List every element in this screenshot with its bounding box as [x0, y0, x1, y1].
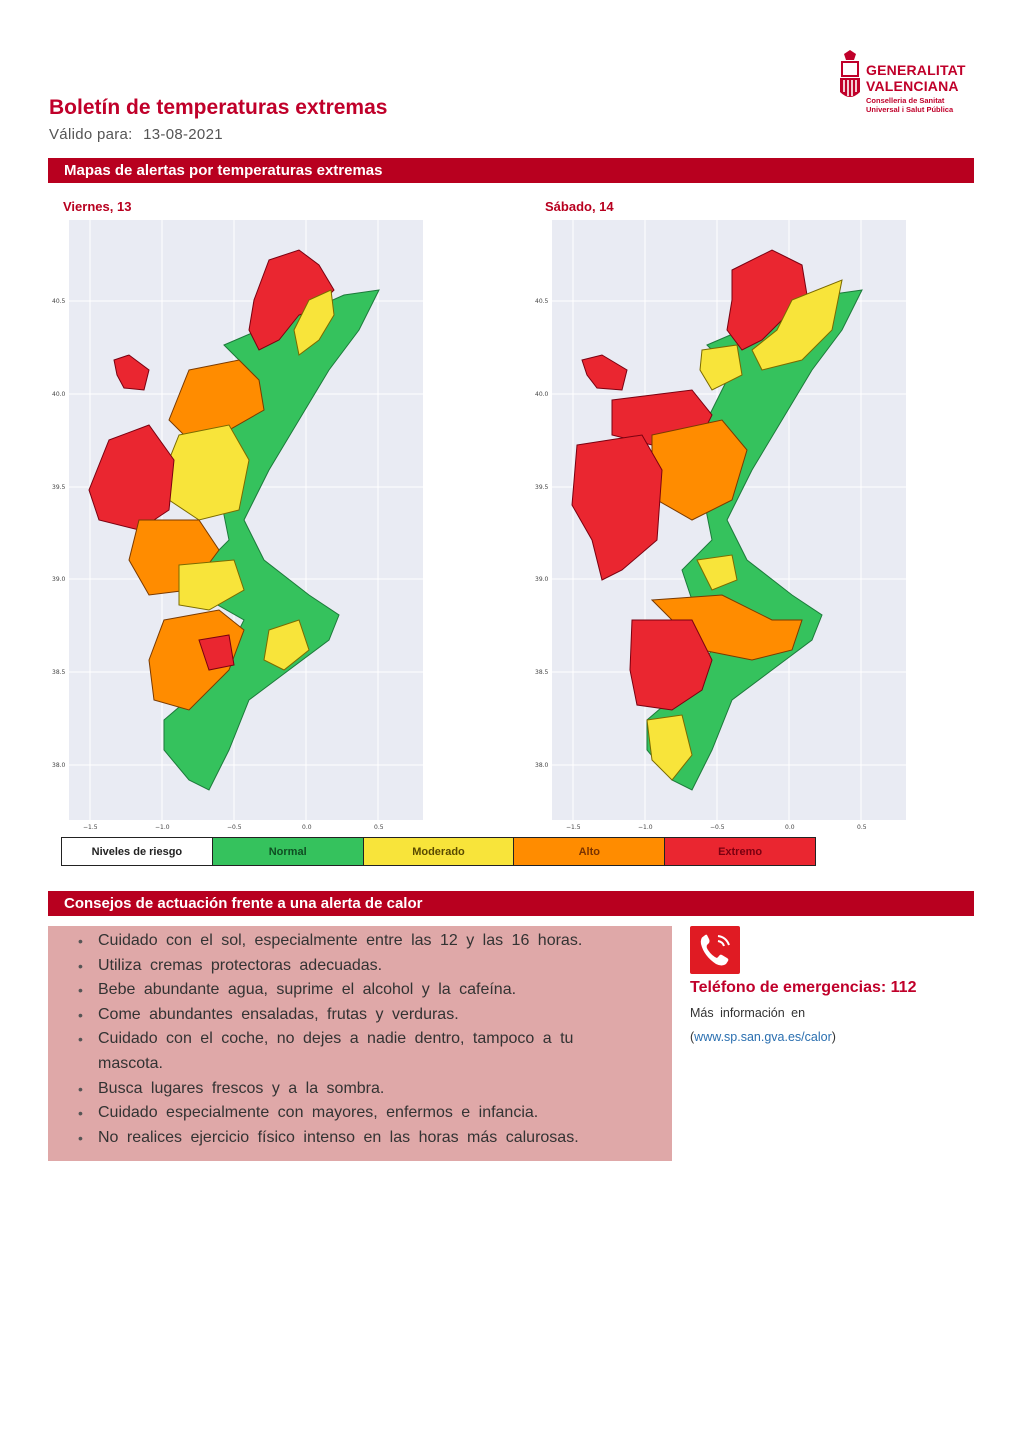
valid-date-line: [49, 126, 223, 143]
maps-section-title: Mapas de alertas por temperaturas extremas: [48, 158, 974, 183]
generalitat-logo: [836, 50, 976, 120]
legend-moderado: Moderado: [363, 838, 514, 865]
advice-item: • Utiliza cremas protectoras adecuadas.: [78, 954, 672, 979]
legend-normal: Normal: [212, 838, 363, 865]
map1-xtick: −1.5: [83, 824, 98, 831]
advice-item: • Cuidado con el coche, no dejes a nadie dentro, tampoco a tu mascota.: [78, 1027, 672, 1076]
map1-svg: [69, 220, 423, 820]
advice-list: [48, 926, 672, 1150]
region-west-red: [572, 435, 662, 580]
map1-ytick: 38.5: [52, 669, 66, 676]
map2-ytick: 40.0: [535, 391, 549, 398]
map1-ytick: 39.0: [52, 576, 66, 583]
map1-ytick: 38.0: [52, 762, 66, 769]
advice-item: • Bebe abundante agua, suprime el alcohol y la cafeína.: [78, 978, 672, 1003]
advice-item: • Busca lugares frescos y a la sombra.: [78, 1077, 672, 1102]
map2-xtick: −1.0: [638, 824, 653, 831]
alert-map-day2: [552, 220, 906, 820]
logo-line1: GENERALITAT: [866, 62, 966, 78]
calor-info-link[interactable]: www.sp.san.gva.es/calor: [694, 1030, 832, 1044]
advice-box: [48, 926, 672, 1161]
map1-xtick: −1.0: [155, 824, 170, 831]
map2-ytick: 38.0: [535, 762, 549, 769]
logo-line2: VALENCIANA: [866, 78, 959, 94]
map2-xtick: 0.5: [857, 824, 867, 831]
region-center-yellow: [169, 425, 249, 520]
advice-item: • Cuidado especialmente con mayores, enfermos e infancia.: [78, 1101, 672, 1126]
emergency-phone-title: Teléfono de emergencias: 112: [690, 979, 917, 996]
map1-ytick: 40.0: [52, 391, 66, 398]
link-close-paren: ): [831, 1030, 836, 1044]
legend-title: Niveles de riesgo: [62, 838, 212, 865]
legend-extremo: Extremo: [664, 838, 815, 865]
day2-label: Sábado, 14: [545, 199, 614, 214]
map1-xtick: 0.0: [302, 824, 312, 831]
map2-svg: [552, 220, 906, 820]
valid-label: Válido para:: [49, 126, 133, 143]
map2-xtick: −1.5: [566, 824, 581, 831]
region-west-red: [89, 425, 174, 530]
link-open-paren: (: [690, 1030, 695, 1044]
region-enclave-red: [114, 355, 149, 390]
map2-xtick: −0.5: [710, 824, 725, 831]
advice-item: • Come abundantes ensaladas, frutas y verduras.: [78, 1003, 672, 1028]
page-title: Boletín de temperaturas extremas: [49, 96, 388, 119]
coat-of-arms-icon: [836, 50, 864, 110]
advice-section-title: Consejos de actuación frente a una alerta de calor: [48, 891, 974, 916]
more-info-label: Más información en: [690, 1006, 806, 1020]
map1-xtick: −0.5: [227, 824, 242, 831]
advice-item: • No realices ejercicio físico intenso en las horas más calurosas.: [78, 1126, 672, 1151]
map1-ytick: 40.5: [52, 298, 66, 305]
logo-dept-line2: Universal i Salut Pública: [866, 105, 954, 114]
phone-icon: [690, 926, 740, 974]
logo-dept-line1: Conselleria de Sanitat: [866, 96, 945, 105]
alert-map-day1: [69, 220, 423, 820]
map1-ytick: 39.5: [52, 484, 66, 491]
map1-xtick: 0.5: [374, 824, 384, 831]
map2-ytick: 39.0: [535, 576, 549, 583]
more-info-link-line: [690, 1030, 836, 1044]
map2-ytick: 38.5: [535, 669, 549, 676]
risk-legend: [61, 837, 816, 866]
region-enclave-red: [582, 355, 627, 390]
map2-ytick: 40.5: [535, 298, 549, 305]
legend-alto: Alto: [513, 838, 664, 865]
map2-ytick: 39.5: [535, 484, 549, 491]
advice-item: • Cuidado con el sol, especialmente entre las 12 y las 16 horas.: [78, 929, 672, 954]
valid-date: 13-08-2021: [143, 126, 223, 143]
day1-label: Viernes, 13: [63, 199, 132, 214]
map2-xtick: 0.0: [785, 824, 795, 831]
